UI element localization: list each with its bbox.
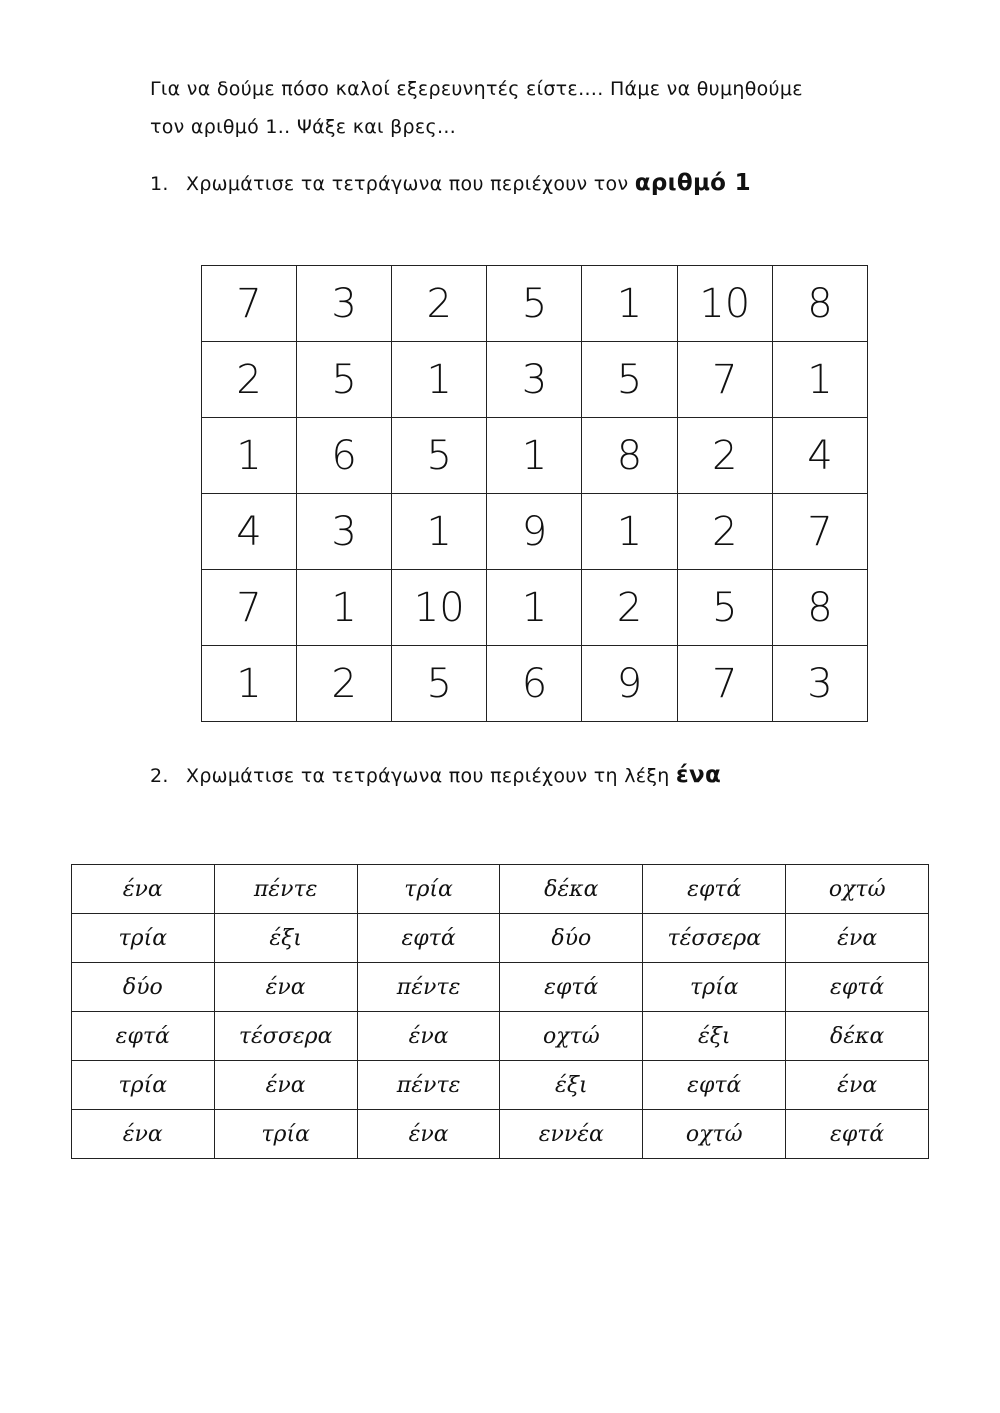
word-grid-row: [72, 1061, 929, 1110]
word-cell[interactable]: τρία: [72, 914, 215, 963]
question-1-text: Χρωμάτισε τα τετράγωνα που περιέχουν τον: [186, 173, 635, 195]
word-cell[interactable]: ένα: [357, 1110, 500, 1159]
word-cell[interactable]: τέσσερα: [214, 1012, 357, 1061]
word-cell[interactable]: εφτά: [72, 1012, 215, 1061]
number-cell[interactable]: 2: [677, 418, 772, 494]
word-cell[interactable]: ένα: [786, 1061, 929, 1110]
question-2-number: 2.: [150, 765, 169, 787]
word-cell[interactable]: εφτά: [500, 963, 643, 1012]
number-cell[interactable]: 9: [582, 646, 677, 722]
intro-text: [150, 70, 890, 146]
number-cell[interactable]: 7: [772, 494, 867, 570]
number-cell[interactable]: 10: [677, 266, 772, 342]
number-grid-row: [202, 342, 868, 418]
word-grid-row: [72, 963, 929, 1012]
number-cell[interactable]: 8: [772, 570, 867, 646]
number-cell[interactable]: 10: [392, 570, 487, 646]
number-grid: [201, 265, 868, 722]
number-cell[interactable]: 1: [772, 342, 867, 418]
word-cell[interactable]: εφτά: [643, 1061, 786, 1110]
word-cell[interactable]: εφτά: [786, 963, 929, 1012]
word-grid-row: [72, 914, 929, 963]
number-grid-row: [202, 494, 868, 570]
number-cell[interactable]: 5: [392, 418, 487, 494]
number-grid-row: [202, 570, 868, 646]
number-cell[interactable]: 3: [297, 266, 392, 342]
number-cell[interactable]: 1: [487, 418, 582, 494]
number-cell[interactable]: 2: [582, 570, 677, 646]
word-cell[interactable]: τρία: [214, 1110, 357, 1159]
number-cell[interactable]: 4: [772, 418, 867, 494]
number-cell[interactable]: 7: [202, 266, 297, 342]
word-cell[interactable]: πέντε: [357, 1061, 500, 1110]
word-cell[interactable]: τρία: [643, 963, 786, 1012]
question-2-text: Χρωμάτισε τα τετράγωνα που περιέχουν τη λέξη: [186, 765, 676, 787]
number-cell[interactable]: 1: [202, 646, 297, 722]
number-cell[interactable]: 1: [297, 570, 392, 646]
word-cell[interactable]: τέσσερα: [643, 914, 786, 963]
number-cell[interactable]: 2: [392, 266, 487, 342]
word-grid: [71, 864, 929, 1159]
word-cell[interactable]: ένα: [214, 963, 357, 1012]
number-cell[interactable]: 8: [582, 418, 677, 494]
word-cell[interactable]: εφτά: [357, 914, 500, 963]
word-cell[interactable]: ένα: [72, 1110, 215, 1159]
word-cell[interactable]: εφτά: [643, 865, 786, 914]
question-2-highlight: ένα: [675, 762, 722, 788]
question-1: [150, 170, 751, 196]
word-cell[interactable]: δέκα: [500, 865, 643, 914]
number-cell[interactable]: 5: [582, 342, 677, 418]
word-cell[interactable]: έξι: [643, 1012, 786, 1061]
number-cell[interactable]: 3: [487, 342, 582, 418]
number-cell[interactable]: 5: [297, 342, 392, 418]
number-grid-row: [202, 646, 868, 722]
word-cell[interactable]: οχτώ: [786, 865, 929, 914]
word-cell[interactable]: οχτώ: [500, 1012, 643, 1061]
number-cell[interactable]: 1: [487, 570, 582, 646]
word-cell[interactable]: ένα: [357, 1012, 500, 1061]
number-cell[interactable]: 1: [582, 494, 677, 570]
number-cell[interactable]: 5: [677, 570, 772, 646]
question-1-highlight: αριθμό 1: [634, 170, 751, 196]
word-cell[interactable]: πέντε: [357, 963, 500, 1012]
number-grid-row: [202, 418, 868, 494]
word-cell[interactable]: ένα: [214, 1061, 357, 1110]
number-cell[interactable]: 7: [677, 342, 772, 418]
word-cell[interactable]: εννέα: [500, 1110, 643, 1159]
number-cell[interactable]: 7: [677, 646, 772, 722]
intro-line-2: τον αριθμό 1.. Ψάξε και βρες…: [150, 116, 457, 138]
question-1-number: 1.: [150, 173, 169, 195]
word-cell[interactable]: δύο: [500, 914, 643, 963]
number-cell[interactable]: 2: [297, 646, 392, 722]
intro-line-1: Για να δούμε πόσο καλοί εξερευνητές είστε…. Πάμε να θυμηθούμε: [150, 78, 803, 100]
word-cell[interactable]: τρία: [357, 865, 500, 914]
word-grid-row: [72, 1012, 929, 1061]
question-2: [150, 762, 721, 788]
number-cell[interactable]: 1: [202, 418, 297, 494]
word-cell[interactable]: εφτά: [786, 1110, 929, 1159]
number-cell[interactable]: 1: [582, 266, 677, 342]
number-cell[interactable]: 5: [487, 266, 582, 342]
word-grid-row: [72, 1110, 929, 1159]
word-cell[interactable]: τρία: [72, 1061, 215, 1110]
number-cell[interactable]: 6: [297, 418, 392, 494]
number-cell[interactable]: 3: [297, 494, 392, 570]
word-cell[interactable]: έξι: [500, 1061, 643, 1110]
number-cell[interactable]: 7: [202, 570, 297, 646]
word-grid-row: [72, 865, 929, 914]
word-cell[interactable]: πέντε: [214, 865, 357, 914]
number-cell[interactable]: 8: [772, 266, 867, 342]
word-cell[interactable]: οχτώ: [643, 1110, 786, 1159]
number-cell[interactable]: 6: [487, 646, 582, 722]
number-cell[interactable]: 1: [392, 342, 487, 418]
number-cell[interactable]: 2: [202, 342, 297, 418]
number-cell[interactable]: 4: [202, 494, 297, 570]
number-cell[interactable]: 1: [392, 494, 487, 570]
number-cell[interactable]: 9: [487, 494, 582, 570]
word-cell[interactable]: ένα: [786, 914, 929, 963]
word-cell[interactable]: έξι: [214, 914, 357, 963]
number-cell[interactable]: 2: [677, 494, 772, 570]
number-cell[interactable]: 5: [392, 646, 487, 722]
word-cell[interactable]: ένα: [72, 865, 215, 914]
number-grid-row: [202, 266, 868, 342]
number-cell[interactable]: 3: [772, 646, 867, 722]
word-cell[interactable]: δύο: [72, 963, 215, 1012]
word-cell[interactable]: δέκα: [786, 1012, 929, 1061]
